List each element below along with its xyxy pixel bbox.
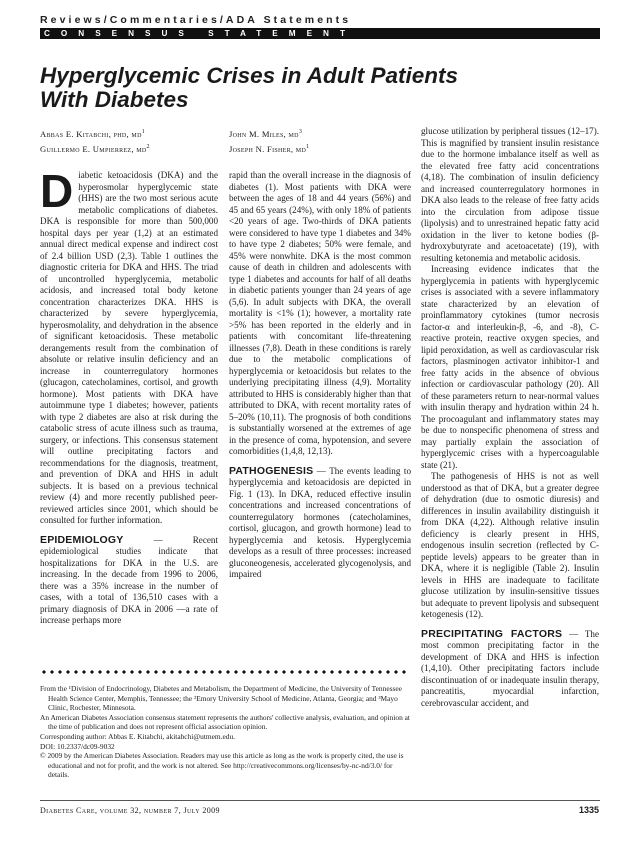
- authors-left: [40, 126, 150, 156]
- body-column-3: [421, 126, 599, 709]
- epidemiology-continued: rapid than the overall increase in the diagnosis of diabetes (1). Most patients with DKA were between the ages of 18 and 44 years (56%) and 45 and 65 years (24%), with only 18% of patients <20 years of age. Two-thirds of DKA patients were considered to have type 1 diabetes and 34% to have type 2 diabetes; 50% were female, and 45% were nonwhite. DKA is the most common cause of death in children and adolescents with type 1 diabetes and accounts for half of all deaths in diabetic patients younger than 24 years of age (5,6). In adult subjects with DKA, the overall mortality is <1% (1); however, a mortality rate >5% has been reported in the elderly and in patients with concomitant life-threatening illnesses (7,8). Death in these conditions is rarely due to the metabolic complications of hyperglycemia or ketoacidosis but relates to the underlying precipitating illness (4,9). Mortality attributed to HHS is considerably higher than that attributed to DKA, with recent mortality rates of 5–20% (10,11). The prognosis of both conditions is substantially worsened at the extremes of age in the presence of coma, hypotension, and severe comorbidities (1,4,8, 12,13).: [229, 170, 411, 456]
- author-umpierrez: Guillermo E. Umpierrez, $md^2$: [40, 143, 150, 154]
- footnote-affiliations: From the ¹Division of Endocrinology, Diabetes and Metabolism, the Department of Medicine, the University of Tennessee Health Science Center, Memphis, Tennessee; the ²Emory University School of Medicine, Atlanta, Georgia; and ³Mayo Clinic, Rochester, Minnesota.: [40, 684, 402, 713]
- footnotes: [40, 684, 412, 780]
- footer-rule: [40, 800, 600, 801]
- article-title: Hyperglycemic Crises in Adult Patients With Diabetes: [40, 63, 459, 112]
- section-band-label: CONSENSUS STATEMENT: [44, 29, 356, 38]
- author-miles: John M. Miles, $md^3$: [229, 128, 303, 139]
- precipitating-paragraph: PRECIPITATING FACTORS — The most common precipitating factor in the development of DKA and HHS is infection (1,4,10). Other precipitating factors include discontinuation of or inadequate insulin therapy, pancreatitis, myocardial infarction, cerebrovascular accident, and: [421, 627, 600, 708]
- intro-paragraph: Diabetic ketoacidosis (DKA) and the hyperosmolar hyperglycemic state (HHS) are the two most serious acute metabolic complications of diabetes. DKA is responsible for more than 500,000 hospital days per year (1,2) at an estimated annual direct medical expense and indirect cost of 2.4 billion USD (2,3). Table 1 outlines the diagnostic criteria for DKA and HHS. The triad of uncontrolled hyperglycemia, metabolic acidosis, and increased total body ketone concentration characterizes DKA. HHS is characterized by severe hyperglycemia, hyperosmolality, and dehydration in the absence of significant ketoacidosis. These metabolic derangements result from the combination of absolute or relative insulin deficiency and an increase in counterregulatory hormones (glucagon, catecholamines, cortisol, and growth hormone). Most patients with DKA have autoimmune type 1 diabetes; however, patients with type 2 diabetes are also at risk during the catabolic stress of acute illness such as trauma, surgery, or infections. This consensus statement will outline precipitating factors and recommendations for the diagnosis, treatment, and prevention of DKA and HHS in adult subjects. It is based on a previous technical review (4) and more recently published peer-reviewed articles since 2001, which should be consulted for further information.: [40, 165, 218, 525]
- drop-cap: D: [40, 165, 74, 217]
- inflammation-paragraph: Increasing evidence indicates that the hyperglycemia in patients with hyperglycemic crises is associated with a severe inflammatory state characterized by an elevation of proinflammatory cytokines (tumor necrosis factor-α and interleukin-β, -6, and -8), C-reactive protein, reactive oxygen species, and lipid peroxidation, as well as cardiovascular risk factors, plasminogen activator inhibitor-1 and free fatty acids in the absence of obvious infection or cardiovascular pathology (20). All of these parameters return to near-normal values with insulin therapy and hydration within 24 h. The procoagulant and inflammatory states may be due to nonspecific phenomena of stress and may partially explain the association of hyperglycemic crises with a hypercoagulable state (21).: [421, 264, 599, 470]
- authors-right: [229, 126, 309, 156]
- section-heading-precipitating: PRECIPITATING FACTORS: [421, 627, 563, 640]
- pathogenesis-continued: glucose utilization by peripheral tissues (12–17). This is magnified by transient insulin resistance due to the hormone imbalance itself as well as the elevated free fatty acid concentrations (4,18). The combination of insulin deficiency and increased counterregulatory hormones in DKA also leads to the release of free fatty acids into the circulation from adipose tissue (lipolysis) and to unrestrained hepatic fatty acid oxidation in the liver to ketone bodies (β-hydroxybutyrate and acetoacetate) (19), with resulting ketonemia and metabolic acidosis.: [421, 126, 599, 263]
- footnote-ada-statement: An American Diabetes Association consensus statement represents the authors' collective analysis, evaluation, and opinion at the time of publication and does not represent official association opinion.: [40, 712, 410, 732]
- body-column-2: [229, 170, 411, 581]
- page-number: 1335: [578, 805, 599, 815]
- epidemiology-paragraph: EPIDEMIOLOGY — Recent epidemiological studies indicate that hospitalizations for DKA in the U.S. are increasing. In the decade from 1996 to 2006, there was a 35% increase in the number of cases, with a total of 136,510 cases with a primary diagnosis of DKA in 2006 —a rate of increase perhaps more: [40, 533, 218, 625]
- section-heading-pathogenesis: PATHOGENESIS: [229, 464, 314, 477]
- body-column-1: [40, 165, 218, 627]
- author-kitabchi: Abbas E. Kitabchi, phd, $md^1$: [40, 128, 146, 139]
- footnote-copyright: © 2009 by the American Diabetes Association. Readers may use this article as long as the work is properly cited, the use is educational and not for profit, and the work is not altered. See http://creativecommons.org/licenses/by-nc-nd/3.0/ for details.: [40, 751, 404, 780]
- section-category: Reviews/Commentaries/ADA Statements: [40, 14, 352, 26]
- author-fisher: Joseph N. Fisher, $md^1$: [229, 143, 310, 154]
- section-band: [40, 28, 600, 39]
- section-heading-epidemiology: EPIDEMIOLOGY: [40, 533, 124, 546]
- journal-citation: Diabetes Care, volume 32, number 7, July 2009: [40, 806, 220, 815]
- footnote-doi: DOI: 10.2337/dc09-9032: [40, 741, 115, 751]
- dotted-divider: [40, 668, 410, 676]
- pathogenesis-paragraph: PATHOGENESIS — The events leading to hyperglycemia and ketoacidosis are depicted in Fig. 1 (13). In DKA, reduced effective insulin concentrations and increased concentrations of counterregulatory hormones (catecholamines, cortisol, glucagon, and growth hormone) lead to hyperglycemia and ketosis. Hyperglycemia develops as a result of three processes: increased gluconeogenesis, accelerated glycogenolysis, and impaired: [229, 464, 411, 579]
- hhs-pathogenesis-paragraph: The pathogenesis of HHS is not as well understood as that of DKA, but a greater degree of dehydration (due to osmotic diuresis) and differences in insulin availability distinguish it from DKA (4,22). Although relative insulin deficiency is clearly present in HHS, endogenous insulin secretion (reflected by C-peptide levels) appears to be greater than in DKA, where it is negligible (Table 2). Insulin levels in HHS are inadequate to facilitate glucose utilization by insulin-sensitive tissues but adequate to prevent lipolysis and subsequent ketogenesis (12).: [421, 471, 599, 619]
- footnote-corresponding: Corresponding author: Abbas E. Kitabchi, akitabchi@utmem.edu.: [40, 731, 236, 741]
